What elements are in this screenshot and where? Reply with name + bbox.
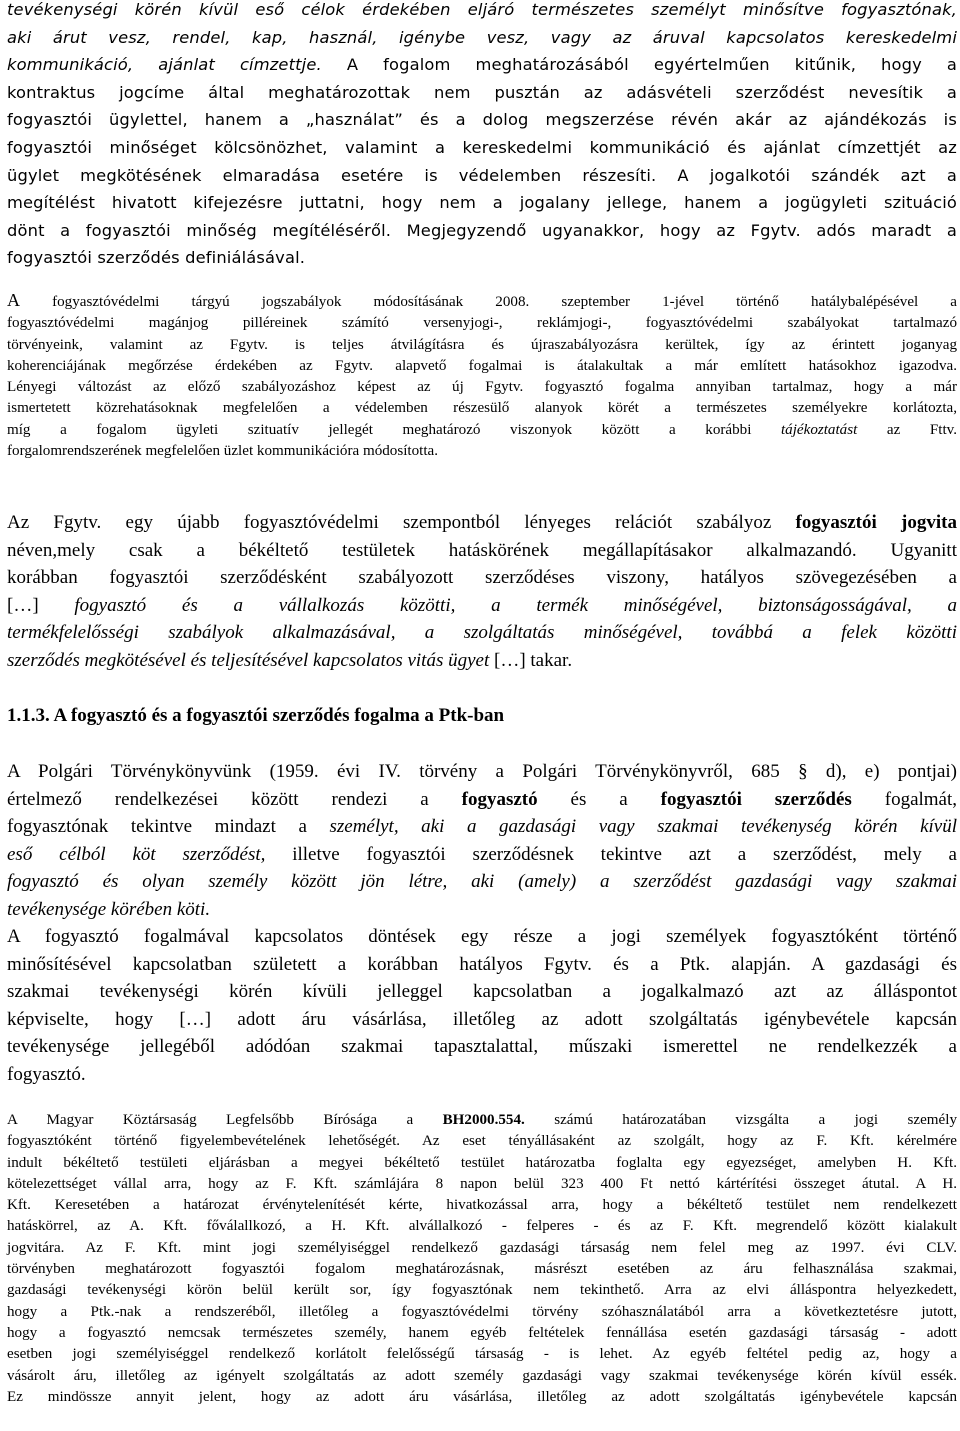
text-line: hatáskörrel, az A. Kft. főválallkozó, a H. Kft. alvállalkozó - felperes - és az F. Kft. megrendelő között kialakult [7,1218,957,1235]
text-line: törvényben meghatározott fogyasztói fogalom meghatározásnak, másrészt esetében az áru felhasználása szakmai, [7,1261,957,1278]
section-title: A fogyasztó és a fogyasztói szerződés fogalma a Ptk-ban [49,705,505,726]
section-heading [7,702,957,730]
text-line: tevékenységi körén kívül eső célok érdekében eljáró természetes személyt minősítve fogyasztónak, [7,0,957,19]
paragraph-3 [7,509,957,674]
text-line: fogyasztóként történő figyelembevételének lehetőségét. Az eset tényállásaként az szolgált, hogy az F. Kft. kérelmére [7,1133,957,1150]
section-number: 1.1.3. [7,705,50,726]
text-line: fogyasztó és olyan személy között jön létre, aki (amely) a szerződést gazdasági vagy szakmai [7,871,957,892]
text-line: A Magyar Köztársaság Legfelsőbb Bírósága a BH2000.554. számú határozatában vizsgálta a jogi személy [7,1112,957,1128]
text-line: törvényeink, valamint az Fgytv. is teljes átvilágításra és újraszabályozásra kerültek, így az érintett joganyag [7,336,958,353]
text-line: esetben jogi személyiséggel rendelkező korlátolt felelősségű társaság - is lehet. Az egyéb feltétel pedig az, hogy a [7,1346,957,1363]
text-line: […] fogyasztó és a vállalkozás közötti, a termék minőségével, biztonságosságával, a [7,594,957,616]
text-line: Ez mindössze annyit jelent, hogy az adott áru vásárlása, illetőleg az adott szolgáltatás igénybevétele kapcsán [7,1388,957,1405]
paragraph-5 [7,923,957,1088]
text-line: vásárolt áru, illetőleg az igényelt szolgáltatás az adott személy gazdasági vagy szakmai tevékenysége körén kívül essék. [7,1367,957,1384]
text-line: jogvitára. Az F. Kft. mint jogi személyiséggel rendelkező gazdasági társaság nem felel meg az 1997. évi CLV. [7,1239,957,1256]
text-line: dönt a fogyasztói minőség megítéléséről. Megjegyzendő ugyanakkor, hogy az Fgytv. adós maradt a [7,220,957,240]
text-line: minősítésével kapcsolatban született a korábban hatályos Fgytv. és a Ptk. alapján. A gazdasági és [7,953,957,975]
text-line: indult békéltető testületi eljárásban a megyei békéltető testület határozatba foglalta egy egyezséget, amelyben H. Kft. [7,1154,957,1171]
paragraph-4 [7,758,957,923]
text-line: Kft. Keresetében a határozat érvénytelenítését kérte, hivatkozással arra, hogy a békéltető testület nem rendelkezett [7,1197,957,1214]
text-line: hogy a fogyasztó nemcsak természetes személy, hanem egyéb feltételek fennállása esetén gazdasági társaság - adott [7,1324,957,1341]
text-line: míg a fogalom ügyleti szituatív jellegét meghatározó viszonyok között a korábbi tájékoztatást az Fttv. [7,421,957,438]
text-line: képviselte, hogy […] adott áru vásárlása, illetőleg az adott szolgáltatás igénybevétele kapcsán [7,1008,957,1030]
text-line: A fogyasztóvédelmi tárgyú jogszabályok módosításának 2008. szeptember 1-jével történő hatálybalépésével a [7,290,957,310]
text-line: Lényegi változást az előző szabályozáshoz képest az új Fgytv. fogyasztó fogalma annyiban tartalmaz, hogy a már [7,379,957,396]
text-line: koherenciájának megőrzése érdekében az Fgytv. alapvető fogalmai is átalakultak a már említett hatásokhoz igazodva. [7,357,957,374]
text-line: szakmai tevékenységi körén kívüli jelleggel kapcsolatban a jogalkalmazó azt az álláspontot [7,981,957,1002]
text-line: kötelezettséget vállal arra, hogy az F. Kft. számlájára 8 napon belül 323 400 Ft nettó kártérítési összeget átutal. A H. [7,1175,957,1192]
text-line: fogyasztói szerződés definiálásával. [7,248,306,268]
text-line: kommunikáció, ajánlat címzettje. A fogalom meghatározásából egyértelműen kitűnik, hogy a [7,55,958,75]
text-line: forgalomrendszerének megfelelően üzlet kommunikációra módosította. [7,443,439,460]
text-line: szerződés megkötésével és teljesítésével kapcsolatos vitás ügyet […] takar. [7,649,573,671]
text-line: A Polgári Törvénykönyvünk (1959. évi IV. törvény a Polgári Törvénykönyvről, 685 § d), e) pontjai) [7,761,957,782]
text-line: A fogyasztó fogalmával kapcsolatos döntések egy része a jogi személyek fogyasztóként történő [7,926,957,947]
text-line: néven,mely csak a békéltető testületek hatáskörének megállapításakor alkalmazandó. Ugyanitt [7,539,957,561]
text-line: tevékenysége jellegéből adódóan szakmai tapasztalattal, műszaki ismerettel ne rendelkezzék a [7,1036,957,1057]
text-line: eső célból köt szerződést, illetve fogyasztói szerződésnek tekintve azt a szerződést, mely a [7,843,957,865]
text-line: értelmező rendelkezései között rendezi a fogyasztó és a fogyasztói szerződés fogalmát, [7,788,958,810]
paragraph-1 [7,0,957,272]
text-line: kontraktus jogcíme által meghatározottak nem pusztán az adásvételi szerződést nevesítik a [7,82,957,102]
text-line: korábban fogyasztói szerződésként szabályozott szerződéses viszony, hatályos szövegezésében a [7,567,957,588]
paragraph-6 [7,1110,957,1408]
text-line: ismertetett közrehatásoknak megfelelően a védelemben részesülő alanyok körét a természetes személyekre korlátozta, [7,400,957,417]
text-line: aki árut vesz, rendel, kap, használ, igénybe vesz, vagy az áruval kapcsolatos kereskedelmi [7,27,957,47]
text-line: fogyasztónak tekintve mindazt a személyt, aki a gazdasági vagy szakmai tevékenység körén kívül [7,816,957,837]
text-line: fogyasztóvédelmi magánjog pilléreinek számító versenyjogi-, reklámjogi-, fogyasztóvédelmi szabályokat tartalmazó [7,315,957,332]
text-line: fogyasztó. [7,1063,86,1085]
text-line: tevékenysége körében köti. [7,898,211,920]
paragraph-2 [7,290,957,462]
text-line: fogyasztói minőséget kölcsönözhet, valamint a kereskedelmi kommunikáció és ajánlat címzettjét az [7,137,957,157]
text-line: megítélést hivatott kifejezésre juttatni, hogy nem a jogalany jellege, hanem a jogügyleti szituáció [7,193,957,213]
text-line: Az Fgytv. egy újabb fogyasztóvédelmi szempontból lényeges relációt szabályoz fogyasztói jogvita [7,512,957,533]
heading-line [7,702,957,730]
text-line: ügylet megkötésének elmaradása esetére is védelemben részesíti. A jogalkotói szándék azt a [7,165,957,185]
text-line: termékfelelősségi szabályok alkalmazásával, a szolgáltatás minőségével, továbbá a felek közötti [7,622,957,643]
text-line: fogyasztói ügylettel, hanem a „használat” és a dolog megszerzése révén akár az ajándékozás is [7,110,957,130]
text-line: hogy a Ptk.-nak a rendszeréből, illetőleg a fogyasztóvédelmi törvény szóhasználatából arra a következtetésre jutott, [7,1303,957,1320]
text-line: gazdasági tevékenységi körön belül került sor, így fogyasztónak nem tekinthető. Arra az elvi álláspontra helyezkedett, [7,1282,957,1299]
